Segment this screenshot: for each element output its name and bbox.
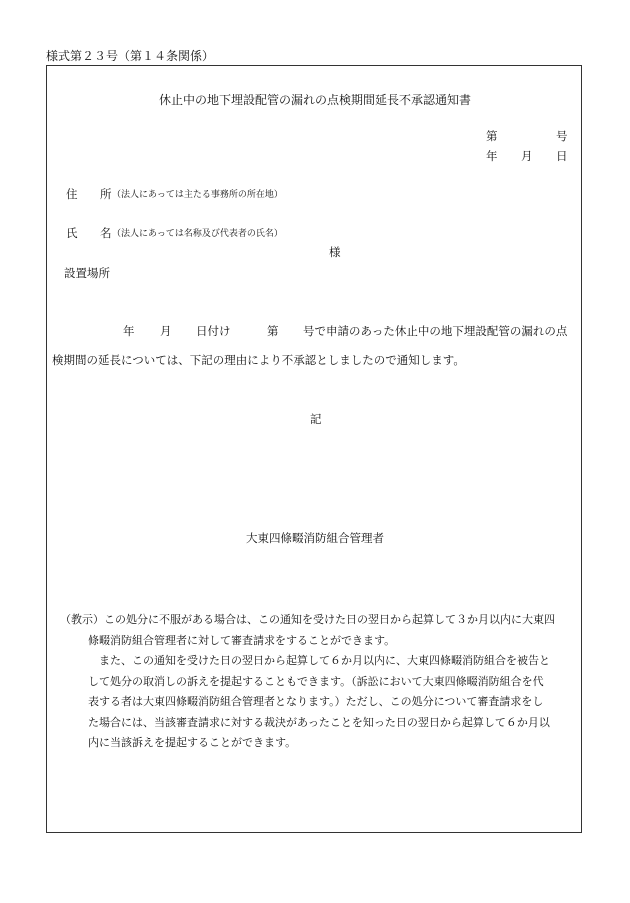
address-note: （法人にあっては主たる事務所の所在地） [112,190,283,200]
notice-label: （教示） [60,613,104,626]
body-line-2: 検期間の延長については、下記の理由により不承認としましたので通知します。 [52,353,465,367]
document-title: 休止中の地下埋設配管の漏れの点検期間延長不承認通知書 [158,93,471,107]
notice-line-7: 内に当該訴えを提起することができます。 [88,736,297,749]
notice-line-5: 表する者は大東四條畷消防組合管理者となります。）ただし、この処分について審査請求をし [88,695,544,708]
name-label-2: 名 [100,226,112,240]
form-number-label: 様式第２３号（第１４条関係） [46,49,215,63]
ki-heading: 記 [310,412,322,426]
body-year-label: 年 [123,324,135,338]
name-label-1: 氏 [66,226,78,240]
body-date-label: 日付け [196,324,231,338]
honorific: 様 [329,245,341,259]
date-month-label: 月 [521,149,533,163]
notice-line-4: して処分の取消しの訴えを提起することもできます。（訴訟において大東四條畷消防組合を代 [88,674,544,688]
address-label-2: 所 [100,187,112,201]
installation-location-label: 設置場所 [64,266,110,280]
date-day-label: 日 [556,149,568,163]
body-number-prefix: 第 [267,324,279,338]
number-prefix: 第 [486,129,498,143]
notice-line-2: 條畷消防組合管理者に対して審査請求をすることができます。 [88,633,396,647]
issuer-name: 大東四條畷消防組合管理者 [246,531,384,545]
instruction-notice [60,610,580,754]
date-year-label: 年 [486,149,498,163]
notice-line-6: た場合には、当該審査請求に対する裁決があったことを知った日の翌日から起算して６か月以 [88,715,550,729]
name-note: （法人にあっては名称及び代表者の氏名） [112,229,283,239]
number-suffix: 号 [556,129,568,143]
notice-line-3: また、この通知を受けた日の翌日から起算して６か月以内に、大東四條畷消防組合を被告と [99,654,550,667]
address-label-1: 住 [66,187,78,201]
notice-line-1: （教示）この処分に不服がある場合は、この通知を受けた日の翌日から起算して３か月以内に大東四 [60,613,555,626]
body-line-1: 号で申請のあった休止中の地下埋設配管の漏れの点 [303,324,568,338]
body-month-label: 月 [160,324,172,338]
